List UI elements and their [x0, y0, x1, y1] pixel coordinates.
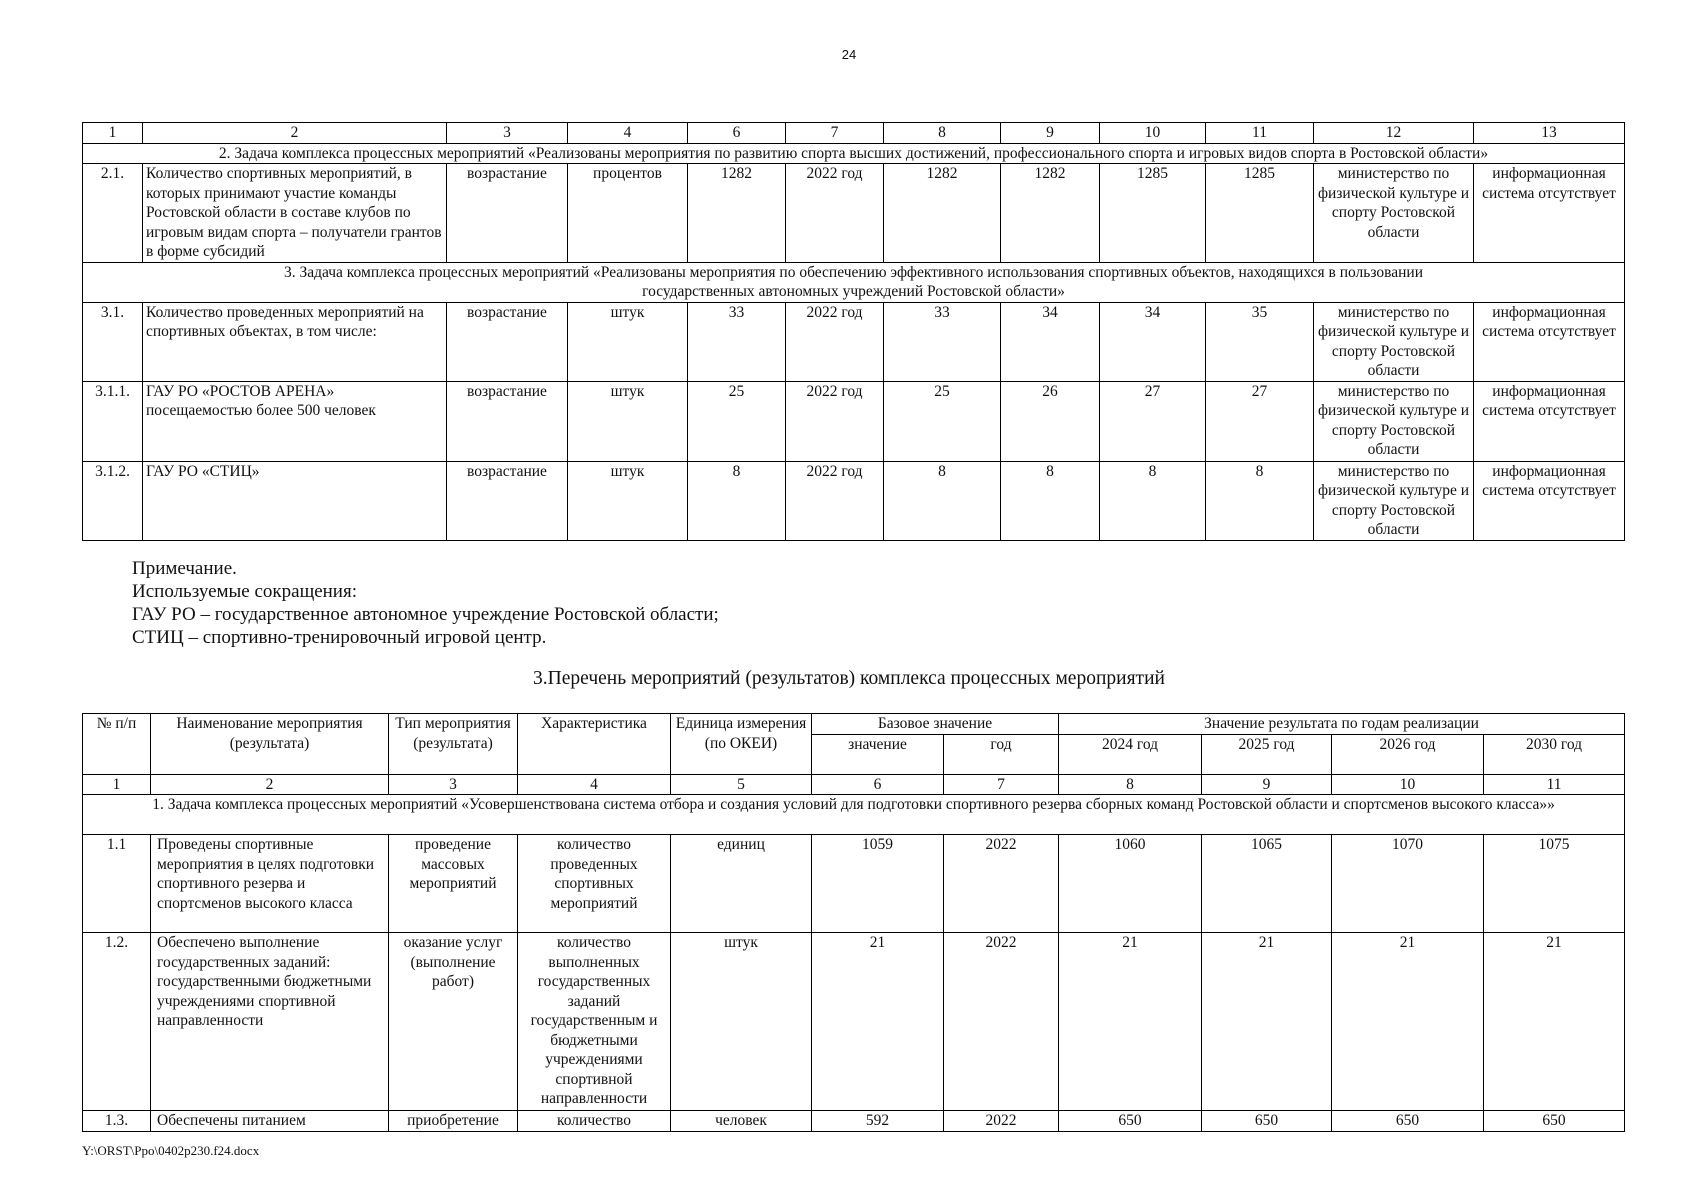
responsible: министерство по физической культуре и спорту Ростовской области: [1314, 164, 1474, 263]
value-cell: 35: [1206, 302, 1314, 381]
header-number-row: [83, 774, 1625, 795]
unit: единиц: [671, 835, 812, 933]
page-number: 24: [841, 47, 857, 62]
header-type: Тип мероприятия (результата): [389, 714, 518, 775]
header-year: год: [944, 734, 1059, 774]
section-title: 3.Перечень мероприятий (результатов) комплекса процессных мероприятий: [533, 668, 1165, 689]
responsible: министерство по физической культуре и спорту Ростовской области: [1314, 461, 1474, 540]
task-2-heading: 2. Задача комплекса процессных мероприятий «Реализованы мероприятия по развитию спорта высших достижений, профессионального спорта и игровых видов спорта в Ростовской области»: [83, 143, 1625, 164]
task-row: [83, 143, 1625, 164]
row-number: 3.1.1.: [83, 381, 143, 461]
header-cell: 1: [83, 774, 151, 795]
header-cell: 5: [671, 774, 812, 795]
indicator-name: Количество проведенных мероприятий на спортивных объектах, в том числе:: [143, 302, 447, 381]
header-unit: Единица измерения (по ОКЕИ): [671, 714, 812, 775]
header-cell: 7: [786, 123, 884, 144]
measure-name: Обеспечены питанием: [151, 1111, 389, 1132]
header-cell: 9: [1001, 123, 1100, 144]
base-value: 1059: [812, 835, 944, 933]
header-cell: 12: [1314, 123, 1474, 144]
base-value: 25: [688, 381, 786, 461]
base-value: 592: [812, 1111, 944, 1132]
header-cell: 8: [884, 123, 1001, 144]
base-value: 33: [688, 302, 786, 381]
value-2030: 1075: [1484, 835, 1625, 933]
value-cell: 33: [884, 302, 1001, 381]
row-number: 1.2.: [83, 933, 151, 1111]
characteristic: количество: [518, 1111, 671, 1132]
unit: штук: [568, 461, 688, 540]
header-cell: 10: [1332, 774, 1484, 795]
value-cell: 34: [1100, 302, 1206, 381]
header-2026: 2026 год: [1332, 734, 1484, 774]
note-line: Используемые сокращения:: [132, 581, 357, 602]
value-cell: 1285: [1206, 164, 1314, 263]
header-cell: 3: [389, 774, 518, 795]
unit: штук: [568, 302, 688, 381]
header-cell: 11: [1484, 774, 1625, 795]
header-cell: 4: [568, 123, 688, 144]
value-2030: 650: [1484, 1111, 1625, 1132]
task-row: [83, 262, 1625, 302]
info-system: информационная система отсутствует: [1474, 164, 1625, 263]
header-cell: 11: [1206, 123, 1314, 144]
header-2030: 2030 год: [1484, 734, 1625, 774]
base-year: 2022 год: [786, 164, 884, 263]
value-cell: 27: [1206, 381, 1314, 461]
header-cell: 3: [447, 123, 568, 144]
note-line: СТИЦ – спортивно-тренировочный игровой центр.: [132, 627, 547, 648]
header-value: значение: [812, 734, 944, 774]
value-cell: 8: [1001, 461, 1100, 540]
value-cell: 8: [884, 461, 1001, 540]
header-base: Базовое значение: [812, 714, 1059, 735]
task-row: [83, 795, 1625, 835]
measure-name: Проведены спортивные мероприятия в целях подготовки спортивного резерва и спортсменов высокого класса: [151, 835, 389, 933]
header-cell: 6: [688, 123, 786, 144]
header-characteristic: Характеристика: [518, 714, 671, 775]
measure-type: оказание услуг (выполнение работ): [389, 933, 518, 1111]
base-value: 1282: [688, 164, 786, 263]
value-cell: 27: [1100, 381, 1206, 461]
value-cell: 8: [1206, 461, 1314, 540]
info-system: информационная система отсутствует: [1474, 381, 1625, 461]
table-row: [83, 933, 1625, 1111]
table-row: [83, 835, 1625, 933]
measure-name: Обеспечено выполнение государственных заданий: государственными бюджетными учреждениями спортивной направленности: [151, 933, 389, 1111]
value-2026: 1070: [1332, 835, 1484, 933]
info-system: информационная система отсутствует: [1474, 302, 1625, 381]
info-system: информационная система отсутствует: [1474, 461, 1625, 540]
base-year: 2022 год: [786, 461, 884, 540]
indicator-name: Количество спортивных мероприятий, в которых принимают участие команды Ростовской области в составе клубов по игровым видам спорта – получатели грантов в форме субсидий: [143, 164, 447, 263]
measure-type: приобретение: [389, 1111, 518, 1132]
direction: возрастание: [447, 164, 568, 263]
table-row: [83, 1111, 1625, 1132]
value-2030: 21: [1484, 933, 1625, 1111]
header-2025: 2025 год: [1202, 734, 1332, 774]
header-cell: 7: [944, 774, 1059, 795]
row-number: 2.1.: [83, 164, 143, 263]
header-cell: 9: [1202, 774, 1332, 795]
value-cell: 1282: [884, 164, 1001, 263]
responsible: министерство по физической культуре и спорту Ростовской области: [1314, 381, 1474, 461]
task-1-heading: 1. Задача комплекса процессных мероприятий «Усовершенствована система отбора и создания условий для подготовки спортивного резерва сборных команд Ростовской области и спортсменов высокого класса»»: [83, 795, 1625, 835]
base-value: 21: [812, 933, 944, 1111]
direction: возрастание: [447, 381, 568, 461]
value-2025: 650: [1202, 1111, 1332, 1132]
header-cell: 6: [812, 774, 944, 795]
unit: человек: [671, 1111, 812, 1132]
value-cell: 1282: [1001, 164, 1100, 263]
unit: штук: [568, 381, 688, 461]
row-number: 1.1: [83, 835, 151, 933]
note-line: ГАУ РО – государственное автономное учреждение Ростовской области;: [132, 604, 719, 625]
indicators-table: [82, 122, 1625, 541]
base-value: 8: [688, 461, 786, 540]
base-year: 2022 год: [786, 302, 884, 381]
unit: процентов: [568, 164, 688, 263]
header-2024: 2024 год: [1059, 734, 1202, 774]
header-cell: 13: [1474, 123, 1625, 144]
task-3-heading: 3. Задача комплекса процессных мероприятий «Реализованы мероприятия по обеспечению эффективного использования спортивных объектов, находящихся в пользовании государственных автономных учреждений Ростовской области»: [83, 262, 1625, 302]
base-year: 2022: [944, 835, 1059, 933]
header-cell: 4: [518, 774, 671, 795]
base-year: 2022: [944, 1111, 1059, 1132]
table-row: [83, 302, 1625, 381]
direction: возрастание: [447, 302, 568, 381]
value-cell: 8: [1100, 461, 1206, 540]
indicator-name: ГАУ РО «РОСТОВ АРЕНА» посещаемостью более 500 человек: [143, 381, 447, 461]
characteristic: количество проведенных спортивных мероприятий: [518, 835, 671, 933]
row-number: 3.1.: [83, 302, 143, 381]
table-row: [83, 164, 1625, 263]
indicator-name: ГАУ РО «СТИЦ»: [143, 461, 447, 540]
header-cell: 2: [151, 774, 389, 795]
header-num: № п/п: [83, 714, 151, 775]
row-number: 1.3.: [83, 1111, 151, 1132]
base-year: 2022 год: [786, 381, 884, 461]
header-values: Значение результата по годам реализации: [1059, 714, 1625, 735]
value-2026: 21: [1332, 933, 1484, 1111]
value-2024: 650: [1059, 1111, 1202, 1132]
table-row: [83, 461, 1625, 540]
direction: возрастание: [447, 461, 568, 540]
value-2024: 21: [1059, 933, 1202, 1111]
results-table: [82, 713, 1625, 1132]
header-cell: 1: [83, 123, 143, 144]
value-cell: 25: [884, 381, 1001, 461]
note-line: Примечание.: [132, 558, 237, 579]
value-2026: 650: [1332, 1111, 1484, 1132]
header-number-row: [83, 123, 1625, 144]
file-path-footer: Y:\ORST\Ppo\0402p230.f24.docx: [82, 1143, 260, 1158]
value-cell: 34: [1001, 302, 1100, 381]
measure-type: проведение массовых мероприятий: [389, 835, 518, 933]
header-cell: 8: [1059, 774, 1202, 795]
table-row: [83, 381, 1625, 461]
header-cell: 2: [143, 123, 447, 144]
value-2025: 21: [1202, 933, 1332, 1111]
unit: штук: [671, 933, 812, 1111]
abbreviations-note: [132, 557, 719, 649]
responsible: министерство по физической культуре и спорту Ростовской области: [1314, 302, 1474, 381]
value-cell: 1285: [1100, 164, 1206, 263]
row-number: 3.1.2.: [83, 461, 143, 540]
characteristic: количество выполненных государственных заданий государственным и бюджетными учреждениями спортивной направленности: [518, 933, 671, 1111]
header-cell: 10: [1100, 123, 1206, 144]
value-2024: 1060: [1059, 835, 1202, 933]
header-row: [83, 714, 1625, 735]
value-cell: 26: [1001, 381, 1100, 461]
base-year: 2022: [944, 933, 1059, 1111]
value-2025: 1065: [1202, 835, 1332, 933]
header-name: Наименование мероприятия (результата): [151, 714, 389, 775]
